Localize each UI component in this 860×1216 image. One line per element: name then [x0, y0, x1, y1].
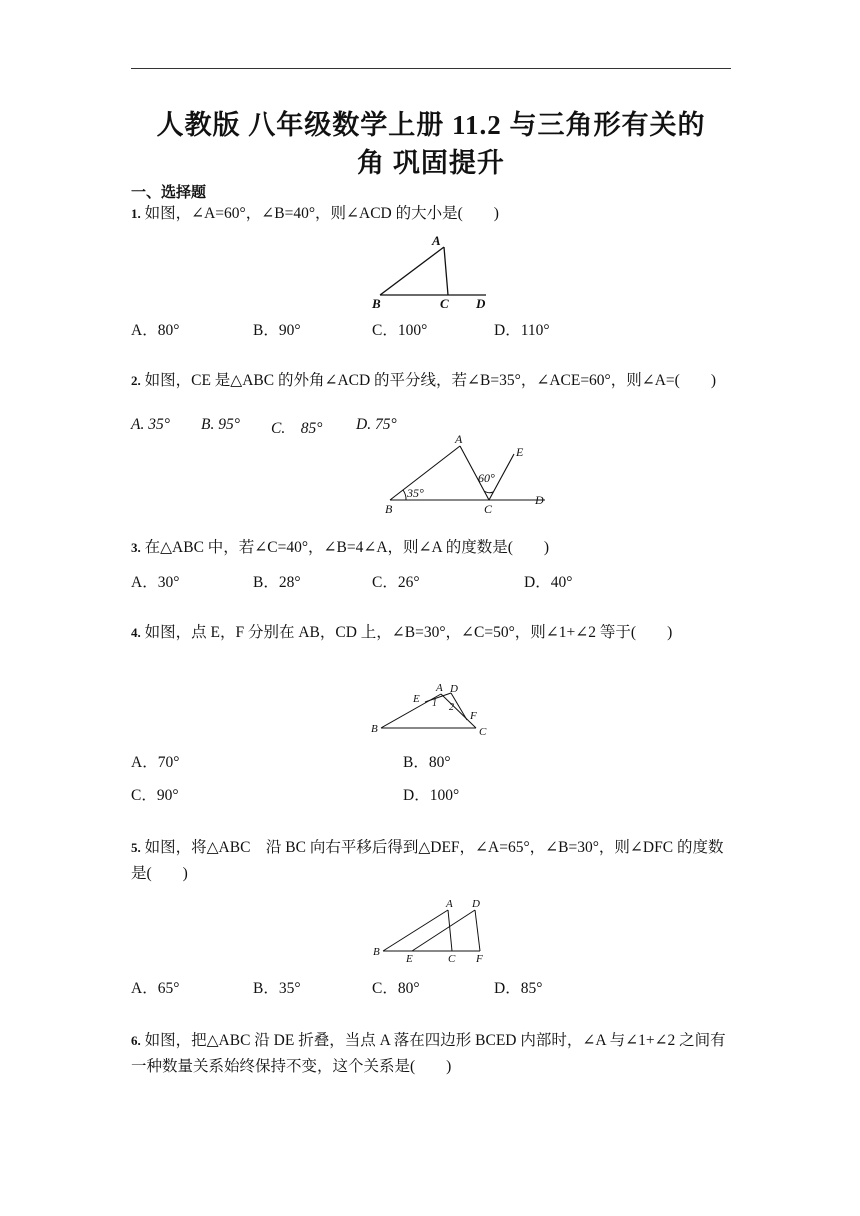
page-title — [131, 106, 731, 182]
angle-60-label: 60° — [478, 471, 495, 485]
option-a[interactable]: A．30° — [131, 574, 180, 591]
label-F: F — [470, 710, 477, 722]
figure-q5 — [368, 896, 493, 968]
label-E: E — [413, 693, 420, 705]
label-E: E — [406, 953, 413, 965]
option-c[interactable]: C．80° — [372, 980, 420, 997]
option-c[interactable]: C．26° — [372, 574, 420, 591]
question-number: 6. — [131, 1033, 141, 1048]
option-c[interactable]: C．90° — [131, 787, 179, 804]
option-c[interactable]: C. 85° — [271, 420, 323, 437]
question-6 — [131, 1028, 731, 1080]
question-number: 3. — [131, 540, 141, 555]
question-text: 如图，∠A=60°，∠B=40°，则∠ACD 的大小是( ) — [144, 205, 499, 222]
label-C: C — [484, 502, 493, 516]
label-D: D — [472, 898, 480, 910]
question-number: 4. — [131, 625, 141, 640]
angle-35-label: 35° — [407, 486, 424, 500]
option-d[interactable]: D．110° — [494, 322, 550, 339]
title-line-1: 人教版 八年级数学上册 11.2 与三角形有关的 — [156, 110, 706, 140]
option-d[interactable]: D．85° — [494, 980, 543, 997]
option-d[interactable]: D．100° — [403, 787, 460, 804]
label-A: A — [432, 233, 441, 248]
question-number: 5. — [131, 840, 141, 855]
question-text: 如图，CE 是△ABC 的外角∠ACD 的平分线，若∠B=35°，∠ACE=60°，则∠A=( ) — [144, 372, 716, 389]
figure-q1 — [368, 232, 498, 310]
label-B: B — [373, 946, 380, 958]
option-d[interactable]: D．40° — [524, 574, 573, 591]
option-b[interactable]: B. 95° — [201, 416, 240, 433]
label-C: C — [440, 296, 449, 310]
label-A: A — [436, 682, 443, 694]
label-D: D — [476, 296, 486, 310]
question-1 — [131, 201, 731, 227]
question-4 — [131, 620, 731, 646]
figure-q2 — [380, 430, 555, 518]
section-heading: 一、选择题 — [131, 183, 207, 201]
question-text: 如图，把△ABC 沿 DE 折叠，当点 A 落在四边形 BCED 内部时，∠A 与∠1+∠2 之间有一种数量关系始终保持不变，这个关系是( ) — [131, 1032, 726, 1075]
question-text: 在△ABC 中，若∠C=40°，∠B=4∠A，则∠A 的度数是( ) — [144, 539, 550, 556]
question-text: 如图，点 E，F 分别在 AB，CD 上，∠B=30°，∠C=50°，则∠1+∠2 等于( ) — [144, 624, 673, 641]
question-text: 如图，将△ABC 沿 BC 向右平移后得到△DEF，∠A=65°，∠B=30°，则∠DFC 的度数是( ) — [131, 839, 724, 882]
label-B: B — [372, 296, 381, 310]
label-A: A — [455, 432, 463, 446]
option-a[interactable]: A．70° — [131, 754, 180, 771]
option-a[interactable]: A．65° — [131, 980, 180, 997]
label-A: A — [446, 898, 453, 910]
angle-2-label: 2 — [449, 702, 454, 713]
question-3 — [131, 535, 731, 561]
label-F: F — [476, 953, 483, 965]
question-number: 2. — [131, 373, 141, 388]
angle-1-label: 1 — [432, 698, 437, 709]
figure-q4 — [368, 680, 496, 740]
label-E: E — [516, 445, 524, 459]
header-rule — [131, 68, 731, 69]
option-c[interactable]: C．100° — [372, 322, 428, 339]
label-B: B — [371, 723, 378, 735]
option-b[interactable]: B．90° — [253, 322, 301, 339]
label-B: B — [385, 502, 393, 516]
option-b[interactable]: B．28° — [253, 574, 301, 591]
option-d[interactable]: D. 75° — [356, 416, 397, 433]
question-2 — [131, 368, 731, 394]
label-D: D — [450, 683, 458, 695]
option-b[interactable]: B．35° — [253, 980, 301, 997]
question-number: 1. — [131, 206, 141, 221]
label-C: C — [448, 953, 456, 965]
option-b[interactable]: B．80° — [403, 754, 451, 771]
question-5 — [131, 835, 731, 887]
option-a[interactable]: A．80° — [131, 322, 180, 339]
option-a[interactable]: A. 35° — [131, 416, 170, 433]
label-C: C — [479, 726, 487, 738]
label-D: D — [535, 493, 544, 507]
title-line-2: 角 巩固提升 — [357, 148, 505, 178]
